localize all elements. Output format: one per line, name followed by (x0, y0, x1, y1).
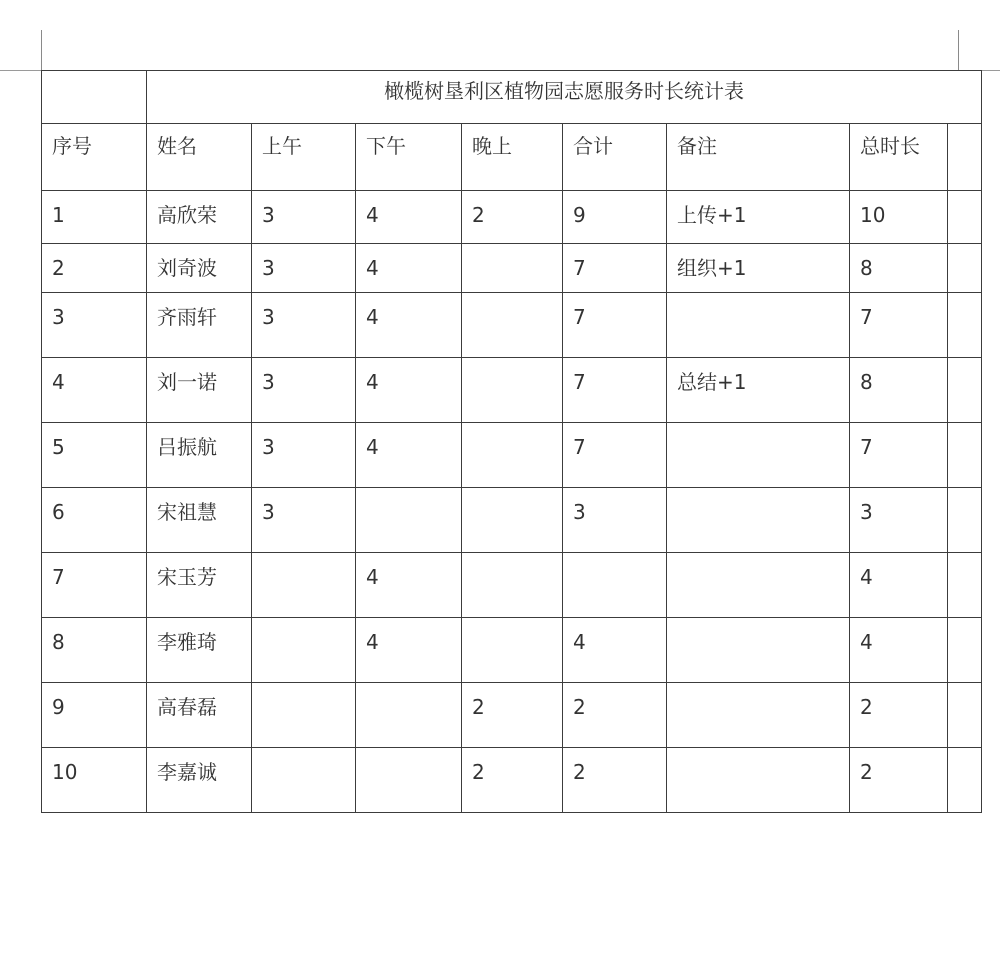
cell-evening[interactable] (462, 553, 563, 618)
table-row (42, 244, 982, 293)
cell-total-hours[interactable]: 2 (850, 748, 948, 813)
table-title[interactable]: 橄榄树垦利区植物园志愿服务时长统计表 (147, 71, 982, 124)
cell-evening[interactable] (462, 358, 563, 423)
cell-afternoon[interactable]: 4 (356, 553, 462, 618)
cell-name[interactable]: 刘奇波 (147, 244, 252, 293)
cell-index[interactable]: 3 (42, 293, 147, 358)
cell-afternoon[interactable] (356, 683, 462, 748)
cell-remarks[interactable]: 组织+1 (667, 244, 850, 293)
cell-subtotal[interactable]: 2 (563, 683, 667, 748)
cell-morning[interactable] (252, 683, 356, 748)
cell-remarks[interactable] (667, 423, 850, 488)
cell-afternoon[interactable]: 4 (356, 358, 462, 423)
table-row (42, 618, 982, 683)
table-row (42, 191, 982, 244)
cell-name[interactable]: 齐雨轩 (147, 293, 252, 358)
cell-total-hours[interactable]: 2 (850, 683, 948, 748)
cell-total-hours[interactable]: 8 (850, 358, 948, 423)
cell-morning[interactable]: 3 (252, 191, 356, 244)
cell-remarks[interactable] (667, 683, 850, 748)
cell-evening[interactable]: 2 (462, 683, 563, 748)
table-row (42, 423, 982, 488)
header-afternoon[interactable]: 下午 (356, 124, 462, 191)
cell-afternoon[interactable]: 4 (356, 244, 462, 293)
header-row (42, 124, 982, 191)
cell-index[interactable]: 5 (42, 423, 147, 488)
cell-evening[interactable] (462, 244, 563, 293)
cell-index[interactable]: 1 (42, 191, 147, 244)
header-remarks[interactable]: 备注 (667, 124, 850, 191)
table-row (42, 683, 982, 748)
cell-subtotal[interactable]: 7 (563, 293, 667, 358)
cell-subtotal[interactable]: 7 (563, 244, 667, 293)
cell-index[interactable]: 6 (42, 488, 147, 553)
cell-index[interactable]: 4 (42, 358, 147, 423)
cell-remarks[interactable]: 总结+1 (667, 358, 850, 423)
cell-evening[interactable] (462, 423, 563, 488)
cell-extra[interactable] (948, 358, 982, 423)
cell-subtotal[interactable]: 7 (563, 423, 667, 488)
cell-morning[interactable]: 3 (252, 488, 356, 553)
table-row (42, 748, 982, 813)
cell-extra[interactable] (948, 191, 982, 244)
cell-afternoon[interactable]: 4 (356, 423, 462, 488)
cell-extra[interactable] (948, 553, 982, 618)
cell-subtotal[interactable]: 3 (563, 488, 667, 553)
cell-morning[interactable] (252, 553, 356, 618)
cell-total-hours[interactable]: 10 (850, 191, 948, 244)
table-row (42, 553, 982, 618)
cell-evening[interactable]: 2 (462, 748, 563, 813)
cell-extra[interactable] (948, 618, 982, 683)
cell-remarks[interactable] (667, 748, 850, 813)
cell-extra[interactable] (948, 488, 982, 553)
cell-name[interactable]: 宋祖慧 (147, 488, 252, 553)
cell-afternoon[interactable] (356, 488, 462, 553)
table-row (42, 488, 982, 553)
cell-name[interactable]: 李嘉诚 (147, 748, 252, 813)
cell-subtotal[interactable] (563, 553, 667, 618)
cell-remarks[interactable] (667, 618, 850, 683)
cell-evening[interactable] (462, 293, 563, 358)
cell-evening[interactable] (462, 618, 563, 683)
cell-afternoon[interactable]: 4 (356, 293, 462, 358)
title-row (42, 71, 982, 124)
table-row (42, 293, 982, 358)
cell-extra[interactable] (948, 423, 982, 488)
crop-mark-right (958, 30, 959, 70)
cell-index[interactable]: 9 (42, 683, 147, 748)
cell-index[interactable]: 8 (42, 618, 147, 683)
cell-remarks[interactable] (667, 553, 850, 618)
cell-index[interactable]: 2 (42, 244, 147, 293)
cell-total-hours[interactable]: 7 (850, 423, 948, 488)
cell-morning[interactable] (252, 618, 356, 683)
cell-afternoon[interactable]: 4 (356, 191, 462, 244)
cell-subtotal[interactable]: 4 (563, 618, 667, 683)
cell-afternoon[interactable]: 4 (356, 618, 462, 683)
cell-total-hours[interactable]: 4 (850, 618, 948, 683)
cell-index[interactable]: 7 (42, 553, 147, 618)
title-blank-cell[interactable] (42, 71, 147, 124)
cell-morning[interactable]: 3 (252, 423, 356, 488)
table-row (42, 358, 982, 423)
cell-name[interactable]: 刘一诺 (147, 358, 252, 423)
header-index[interactable]: 序号 (42, 124, 147, 191)
cell-name[interactable]: 宋玉芳 (147, 553, 252, 618)
cell-remarks[interactable] (667, 488, 850, 553)
cell-morning[interactable]: 3 (252, 244, 356, 293)
cell-total-hours[interactable]: 7 (850, 293, 948, 358)
cell-extra[interactable] (948, 683, 982, 748)
header-morning[interactable]: 上午 (252, 124, 356, 191)
cell-name[interactable]: 高欣荣 (147, 191, 252, 244)
cell-remarks[interactable]: 上传+1 (667, 191, 850, 244)
cell-name[interactable]: 李雅琦 (147, 618, 252, 683)
cell-extra[interactable] (948, 748, 982, 813)
cell-total-hours[interactable]: 8 (850, 244, 948, 293)
cell-index[interactable]: 10 (42, 748, 147, 813)
header-extra[interactable] (948, 124, 982, 191)
cell-evening[interactable]: 2 (462, 191, 563, 244)
cell-extra[interactable] (948, 293, 982, 358)
cell-evening[interactable] (462, 488, 563, 553)
cell-morning[interactable]: 3 (252, 293, 356, 358)
header-total-hours[interactable]: 总时长 (850, 124, 948, 191)
crop-mark-left (41, 30, 42, 70)
cell-name[interactable]: 高春磊 (147, 683, 252, 748)
cell-afternoon[interactable] (356, 748, 462, 813)
cell-subtotal[interactable]: 9 (563, 191, 667, 244)
header-name[interactable]: 姓名 (147, 124, 252, 191)
cell-morning[interactable] (252, 748, 356, 813)
cell-total-hours[interactable]: 4 (850, 553, 948, 618)
header-evening[interactable]: 晚上 (462, 124, 563, 191)
cell-morning[interactable]: 3 (252, 358, 356, 423)
cell-subtotal[interactable]: 7 (563, 358, 667, 423)
cell-total-hours[interactable]: 3 (850, 488, 948, 553)
volunteer-hours-table (41, 70, 982, 813)
header-subtotal[interactable]: 合计 (563, 124, 667, 191)
cell-subtotal[interactable]: 2 (563, 748, 667, 813)
cell-name[interactable]: 吕振航 (147, 423, 252, 488)
cell-remarks[interactable] (667, 293, 850, 358)
cell-extra[interactable] (948, 244, 982, 293)
